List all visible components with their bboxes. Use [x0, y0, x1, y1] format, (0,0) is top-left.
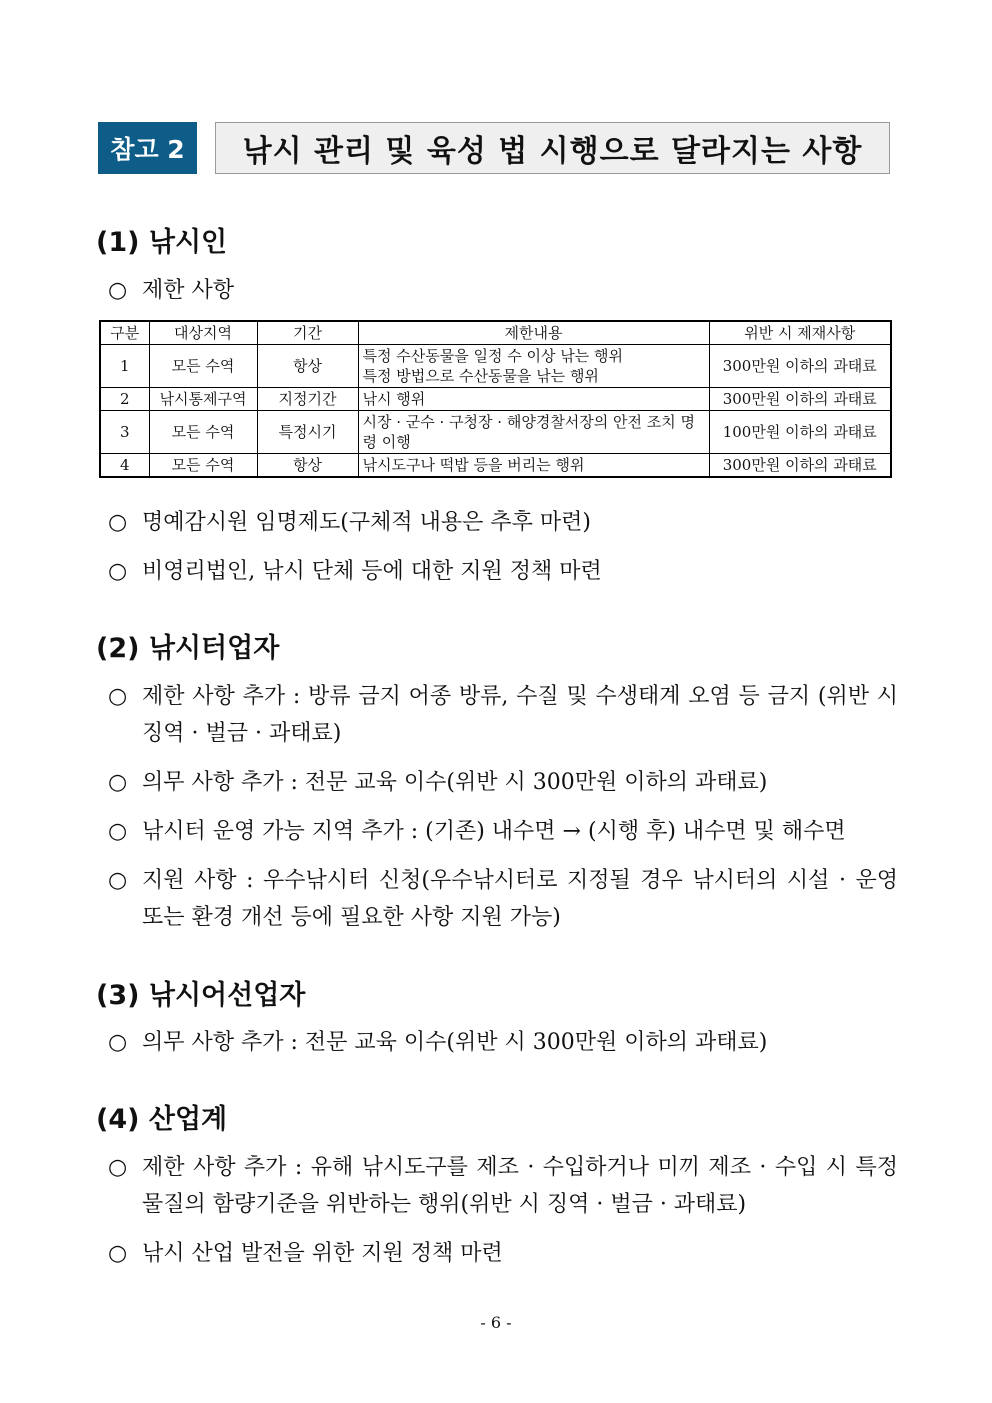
table-cell: 100만원 이하의 과태료 — [709, 411, 891, 454]
bullet-icon: ○ — [108, 1241, 128, 1266]
section-heading-anglers: (1) 낚시인 — [96, 227, 228, 258]
table-cell: 지정기간 — [257, 388, 358, 411]
table-cell: 2 — [100, 388, 149, 411]
table-cell: 300만원 이하의 과태료 — [709, 345, 891, 388]
table-cell: 항상 — [257, 345, 358, 388]
list-item: ○ 제한 사항 추가 : 유해 낚시도구를 제조 · 수입하거나 미끼 제조 · 수입 시 특정물질의 함량기준을 위반하는 행위(위반 시 징역 · 벌금 · 과태료) — [108, 1149, 898, 1223]
list-item: ○ 제한 사항 추가 : 방류 금지 어종 방류, 수질 및 수생태계 오염 등 금지 (위반 시 징역 · 벌금 · 과태료) — [108, 678, 898, 752]
document-title: 낚시 관리 및 육성 법 시행으로 달라지는 사항 — [215, 122, 890, 174]
page-number: - 6 - — [480, 1313, 512, 1332]
page-header — [98, 122, 890, 174]
column-header: 기간 — [257, 321, 358, 345]
table-row — [100, 411, 891, 454]
table-cell: 시장 · 군수 · 구청장 · 해양경찰서장의 안전 조치 명령 이행 — [358, 411, 709, 454]
table-cell: 300만원 이하의 과태료 — [709, 454, 891, 478]
table-cell: 특정시기 — [257, 411, 358, 454]
section-heading-fishing-boat-operators: (3) 낚시어선업자 — [96, 980, 306, 1011]
bullet-icon: ○ — [108, 1030, 128, 1055]
list-item: ○ 낚시터 운영 가능 지역 추가 : (기존) 내수면 → (시행 후) 내수면 및 해수면 — [108, 813, 898, 850]
table-cell: 낚시 행위 — [358, 388, 709, 411]
column-header: 구분 — [100, 321, 149, 345]
section-heading-industry: (4) 산업계 — [96, 1104, 228, 1135]
table-cell: 낚시도구나 떡밥 등을 버리는 행위 — [358, 454, 709, 478]
column-header: 위반 시 제재사항 — [709, 321, 891, 345]
table-cell: 3 — [100, 411, 149, 454]
table-cell: 1 — [100, 345, 149, 388]
table-cell: 300만원 이하의 과태료 — [709, 388, 891, 411]
table-cell: 모든 수역 — [149, 411, 257, 454]
section-heading-fishing-ground-operators: (2) 낚시터업자 — [96, 633, 280, 664]
list-item: ○ 비영리법인, 낚시 단체 등에 대한 지원 정책 마련 — [108, 553, 898, 590]
bullet-icon: ○ — [108, 868, 128, 893]
table-cell: 특정 수산동물을 일정 수 이상 낚는 행위 특정 방법으로 수산동물을 낚는 행위 — [358, 345, 709, 388]
list-item: ○ 명예감시원 임명제도(구체적 내용은 추후 마련) — [108, 504, 898, 541]
column-header: 제한내용 — [358, 321, 709, 345]
bullet-icon: ○ — [108, 770, 128, 795]
table-cell: 모든 수역 — [149, 345, 257, 388]
list-item: ○ 의무 사항 추가 : 전문 교육 이수(위반 시 300만원 이하의 과태료) — [108, 764, 898, 801]
bullet-icon: ○ — [108, 510, 128, 535]
bullet-icon: ○ — [108, 278, 128, 303]
sanctions-table — [99, 320, 892, 478]
table-cell: 항상 — [257, 454, 358, 478]
reference-badge: 참고 2 — [98, 122, 197, 174]
list-item: ○ 의무 사항 추가 : 전문 교육 이수(위반 시 300만원 이하의 과태료) — [108, 1024, 898, 1061]
table-cell: 4 — [100, 454, 149, 478]
table-row — [100, 454, 891, 478]
bullet-icon: ○ — [108, 1155, 128, 1180]
table-cell: 모든 수역 — [149, 454, 257, 478]
table-cell: 낚시통제구역 — [149, 388, 257, 411]
bullet-icon: ○ — [108, 684, 128, 709]
column-header: 대상지역 — [149, 321, 257, 345]
bullet-icon: ○ — [108, 559, 128, 584]
list-item: ○ 낚시 산업 발전을 위한 지원 정책 마련 — [108, 1235, 898, 1272]
table-row — [100, 388, 891, 411]
bullet-icon: ○ — [108, 819, 128, 844]
list-item: ○ 제한 사항 — [108, 272, 898, 309]
table-row — [100, 345, 891, 388]
list-item: ○ 지원 사항 : 우수낚시터 신청(우수낚시터로 지정될 경우 낚시터의 시설 · 운영 또는 환경 개선 등에 필요한 사항 지원 가능) — [108, 862, 898, 936]
table-header-row — [100, 321, 891, 345]
